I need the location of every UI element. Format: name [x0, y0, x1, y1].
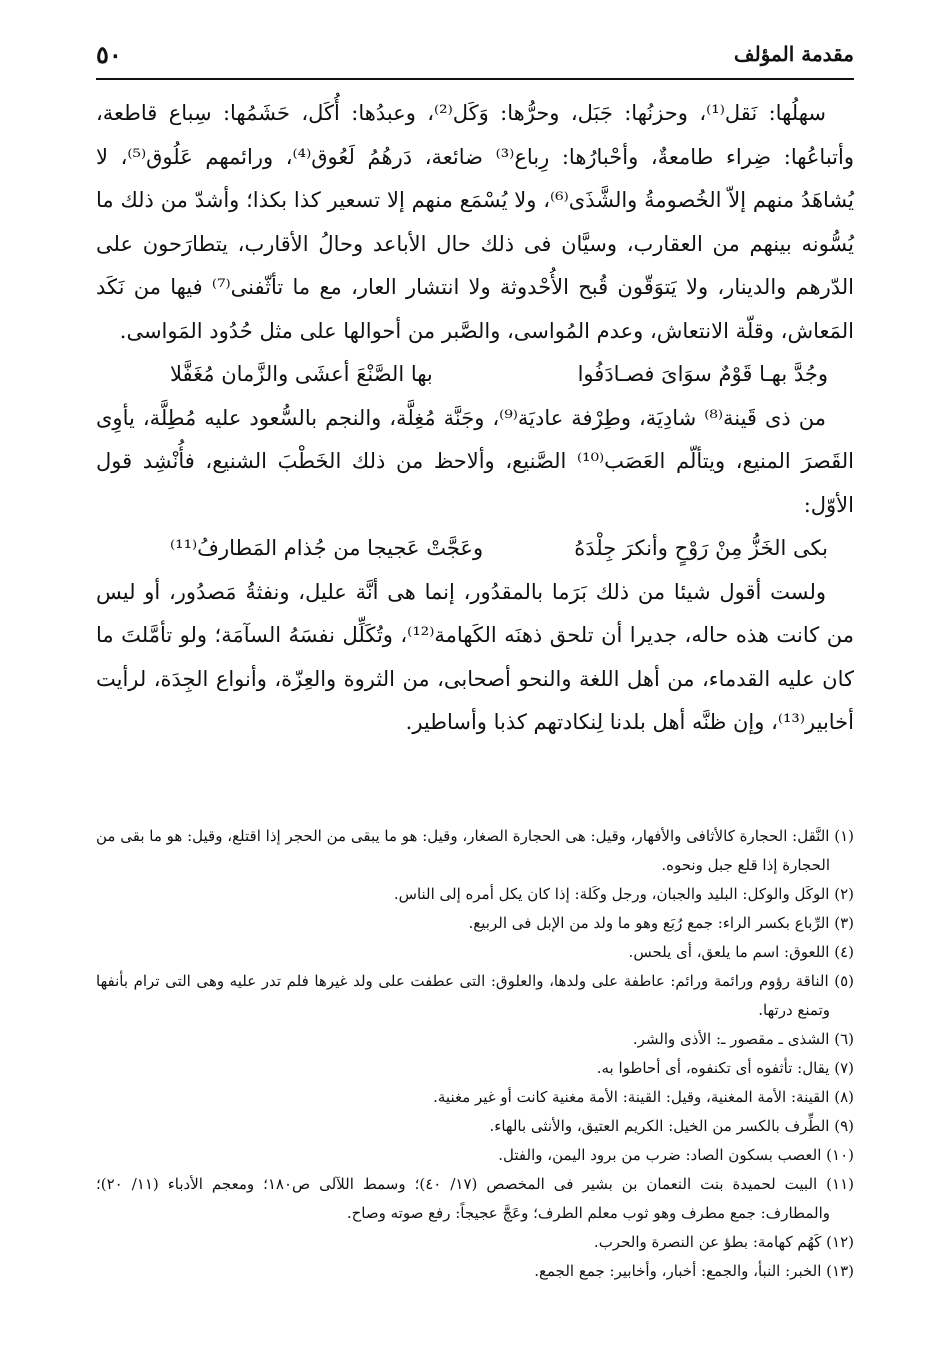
verse-2-first-hemistich: بكى الخَزُّ مِنْ رَوْحٍ وأنكرَ جِلْدَهُ: [574, 536, 828, 560]
verse-1: [96, 353, 854, 397]
footnote-9: (٩) الطِّرف بالكسر من الخيل: الكريم العتيق، والأنثى بالهاء.: [489, 1117, 854, 1135]
verse-1-second-hemistich: بها الصَّنْعَ أعشَى والزَّمان مُغَفَّلا: [170, 362, 433, 386]
footnote-4: (٤) اللعوق: اسم ما يلعق، أى يلحس.: [628, 943, 854, 961]
verse-1-first-hemistich: وجُدَّ بهـا قَوْمٌ سوَاىَ فصـادَفُوا: [577, 362, 828, 386]
footnote-2: (٢) الوكَل والوكل: البليد والجبان، ورجل وكَلة: إذا كان يكل أمره إلى الناس.: [393, 885, 854, 903]
footnote-8: (٨) القينة: الأمة المغنية، وقيل: القينة: الأمة مغنية كانت أو غير مغنية.: [433, 1088, 854, 1106]
footnote-11: (١١) البيت لحميدة بنت النعمان بن بشير فى المخصص (١٧/ ٤٠)؛ وسمط اللآلى ص١٨٠؛ ومعجم الأدباء (١١/ ٢٠)؛ والمطارف: جمع مطرف وهو ثوب معلم الطرف؛ وعَجَّ عجيجاً: رفع صوته وصاح.: [96, 1175, 855, 1222]
verse-2: [96, 527, 854, 571]
page-number: ٥٠: [96, 40, 122, 69]
main-text: [96, 92, 854, 745]
footnote-13: (١٣) الخبر: النبأ، والجمع: أخبار، وأخابير: جمع الجمع.: [534, 1262, 854, 1280]
footnote-3: (٣) الرِّباع بكسر الراء: جمع رُبَع وهو ما ولد من الإبل فى الربيع.: [468, 914, 854, 932]
footnote-5: (٥) الناقة رؤوم ورائمة ورائم: عاطفة على ولدها، والعلوق: التى عطفت على ولد غيرها فلم تدر عليه وهى التى ترام بأنفها وتمنع درتها.: [96, 972, 854, 1019]
footnote-1: (١) النَّقل: الحجارة كالأثافى والأفهار، وقيل: هى الحجارة الصغار، وقيل: هو ما يبقى من الحجر إذا اقتلع، وقيل: هو ما بقى من الحجارة إذا قلع جبل ونحوه.: [96, 827, 854, 874]
footnote-6: (٦) الشذى ـ مقصور ـ: الأذى والشر.: [632, 1030, 854, 1048]
footnote-10: (١٠) العصب بسكون الصاد: ضرب من برود اليمن، والفتل.: [498, 1146, 854, 1164]
running-title: مقدمة المؤلف: [733, 42, 854, 66]
footnote-7: (٧) يقال: تأثفوه أى تكنفوه، أى أحاطوا به.: [596, 1059, 854, 1077]
paragraph-3: ولست أقول شيئا من ذلك بَرَما بالمقدُور، إنما هى أنَّة عليل، ونفثةُ مَصدُور، أو ليس من كانت هذه حاله، جديرا أن تلحق ذهنَه الكَهامة⁽¹²⁾، وتُكَلِّل نفسَهُ السآمَة؛ ولو تأمَّلتَ ما كان عليه القدماء، من أهل اللغة والنحو أصحابى، من الثروة والعِزّة، وأنواع الجِدَة، لرأيت أخابير⁽¹³⁾، وإن ظنَّه أهل بلدنا لِنكادتهم كذبا وأساطير.: [96, 579, 854, 734]
footnotes: [96, 822, 854, 1286]
footnote-12: (١٢) كَهُم كهامة: بطؤ عن النصرة والحرب.: [593, 1233, 854, 1251]
paragraph-1: سهلُها: نَقل⁽¹⁾، وحزنُها: جَبَل، وحرُّها: وَكَل⁽²⁾، وعبدُها: أُكَل، حَشَمُها: سِباع قاطعة، وأتباعُها: ضِراء طامعةٌ، وأحْبارُها: رِباع⁽³⁾ ضائعة، دَرهُمُ لَعُوق⁽⁴⁾، ورائمهم عَلُوق⁽⁵⁾، لا يُشاهَدُ منهم إلاّ الخُصومةُ والشَّذَى⁽⁶⁾، ولا يُسْمَع منهم إلا تسعير كذا بكذا؛ وأشدّ من ذلك ما يُسُّونه بينهم من العقارب، وسيَّان فى ذلك حال الأباعد وحالُ الأقارب، يتطارَحون على الدّرهم والدينار، ولا يَتوَقّون قُبح الأُحْدوثة ولا انتشار العار، مع ما تأثّفنى⁽⁷⁾ فيها من نَكَد المَعاش، وقلّة الانتعاش، وعدم المُواسى، والصَّبر من أحوالها على مثل حُدُود المَواسى.: [96, 101, 855, 343]
page-header: [96, 42, 854, 80]
paragraph-2: من ذى قَينة⁽⁸⁾ شادِيَة، وطِرْفة عاديَة⁽⁹⁾، وجَنَّة مُغِلَّة، والنجم بالسُّعود عليه مُطِلَّة، يأوِى القَصرَ المنيع، ويتألّم العَصَب⁽¹⁰⁾ الصَّنيع، وألاحظ من ذلك الخَطْبَ الشنيع، فأُنْشِد قول الأوّل:: [96, 405, 854, 517]
verse-2-second-hemistich: وعَجَّتْ عَجيجا من جُذام المَطارفُ⁽¹¹⁾: [170, 536, 484, 560]
